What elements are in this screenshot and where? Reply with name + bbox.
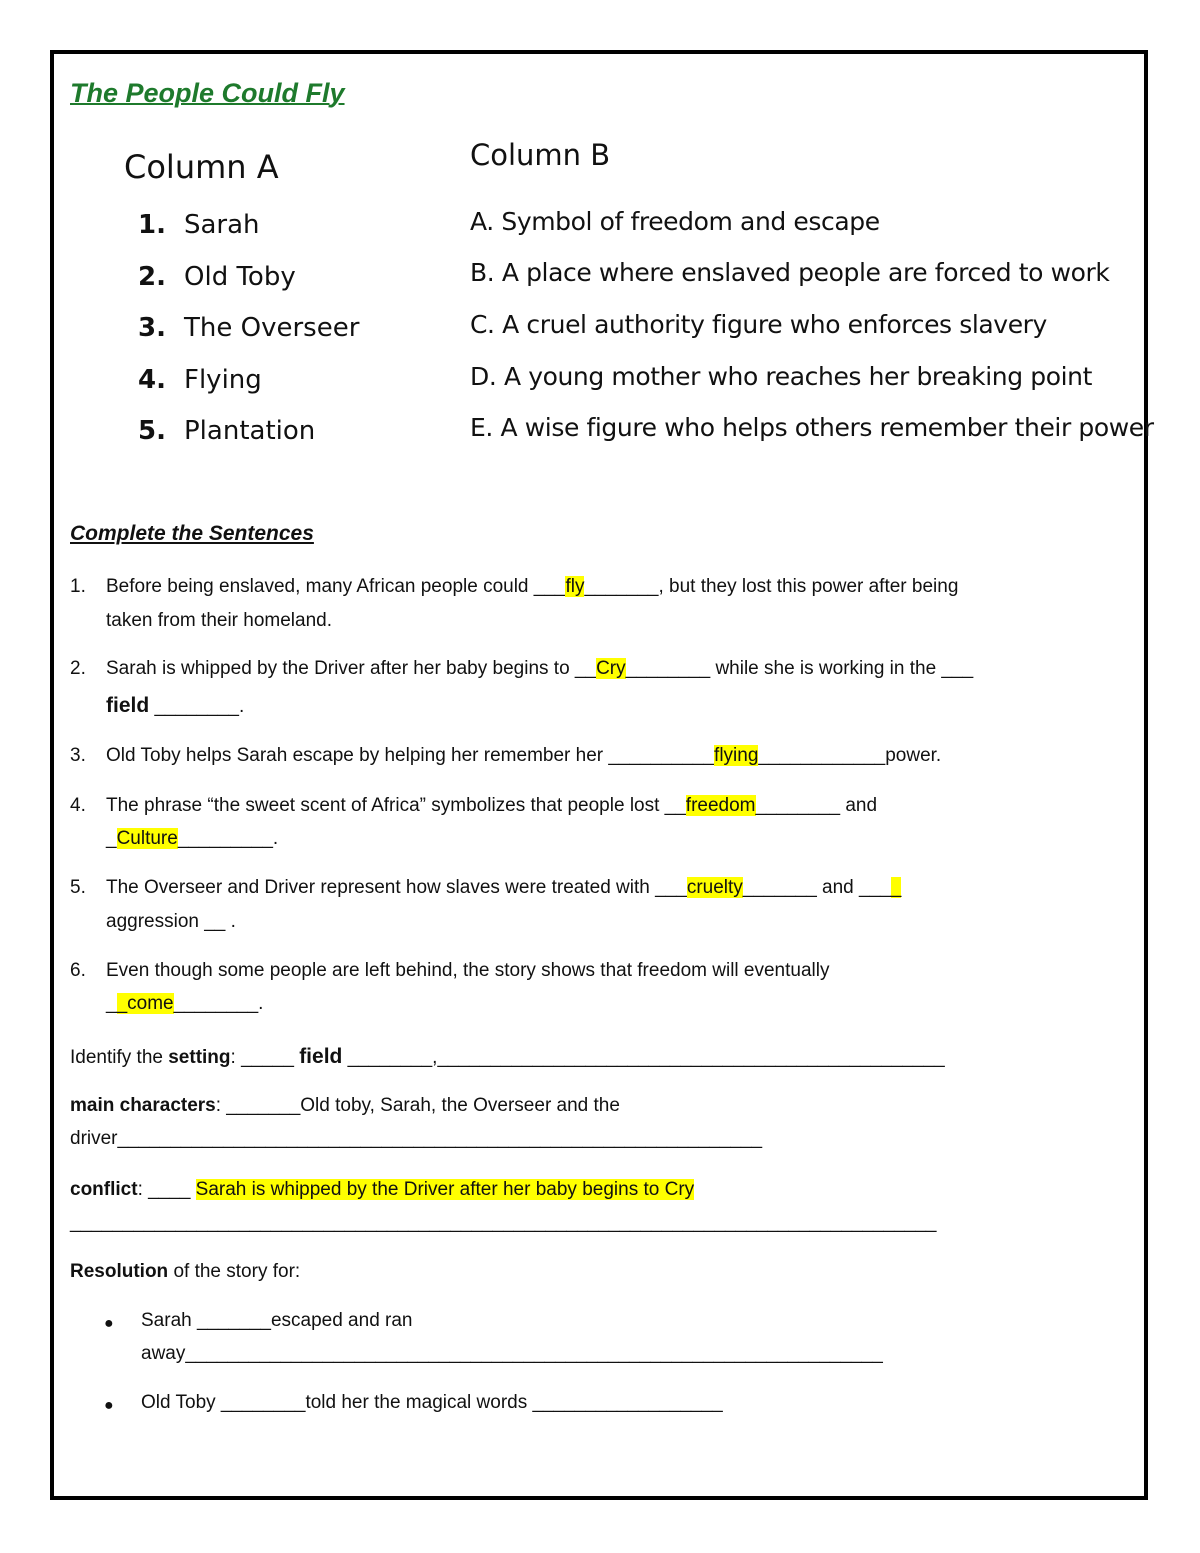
answer-highlight: flying [714, 745, 759, 766]
answer-highlight: cruelty [686, 877, 743, 898]
answer-highlight: _ [890, 877, 902, 898]
worksheet-title: The People Could Fly [70, 78, 345, 108]
answer-highlight: Sarah is whipped by the Driver after her baby begins to Cry [195, 1179, 695, 1200]
column-b-item: C. A cruel authority figure who enforces slavery [470, 310, 1047, 339]
column-b-item: D. A young mother who reaches her breaking point [470, 362, 1092, 391]
answer-highlight: Cry [596, 658, 626, 679]
column-a-item: 5. Plantation [138, 416, 316, 446]
column-a-item: 2. Old Toby [138, 262, 296, 292]
main-characters-line: main characters: _______Old toby, Sarah, the Overseer and the [70, 1095, 620, 1116]
setting-line: Identify the setting: _____ field ________,________________________________________________ [70, 1045, 945, 1068]
resolution-old-toby: Old Toby ________told her the magical words __________________ [141, 1392, 723, 1413]
column-b-item: E. A wise figure who helps others remember their power [470, 413, 1154, 442]
answer-highlight: _come [116, 993, 174, 1014]
sentence-1: 1. Before being enslaved, many African people could ___fly_______, but they lost this power after being [70, 576, 959, 597]
sentence-5-continued: aggression __ . [106, 911, 236, 932]
answer-highlight: freedom [685, 795, 756, 816]
sentence-6: 6. Even though some people are left behind, the story shows that freedom will eventually [70, 960, 830, 981]
resolution-sarah: Sarah _______escaped and ran [141, 1310, 413, 1331]
column-a-heading: Column A [124, 148, 279, 186]
main-characters-line-2: driver_____________________________________________________________ [70, 1128, 763, 1149]
resolution-heading: Resolution of the story for: [70, 1261, 301, 1282]
sentence-2: 2. Sarah is whipped by the Driver after her baby begins to __Cry________ while she is working in the ___ [70, 658, 974, 679]
sentence-3: 3. Old Toby helps Sarah escape by helping her remember her __________flying____________power. [70, 745, 942, 766]
bullet-icon: ● [104, 1315, 114, 1332]
bullet-icon: ● [104, 1397, 114, 1414]
sentence-6-continued: __come________. [106, 993, 264, 1014]
sentence-5: 5. The Overseer and Driver represent how slaves were treated with ___cruelty_______ and ____ [70, 877, 902, 898]
column-b-item: B. A place where enslaved people are forced to work [470, 258, 1110, 287]
conflict-line-2: __________________________________________________________________________________ [70, 1212, 937, 1233]
column-a-item: 3. The Overseer [138, 313, 360, 343]
column-b-heading: Column B [470, 138, 611, 172]
column-a-item: 1. Sarah [138, 210, 260, 240]
conflict-line: conflict: ____ Sarah is whipped by the Driver after her baby begins to Cry [70, 1179, 695, 1200]
complete-sentences-heading: Complete the Sentences [70, 522, 314, 545]
answer-highlight: fly [565, 576, 585, 597]
sentence-4-continued: _Culture_________. [106, 828, 279, 849]
sentence-1-continued: taken from their homeland. [106, 610, 333, 631]
column-a-item: 4. Flying [138, 365, 262, 395]
answer-highlight: Culture [116, 828, 178, 849]
resolution-sarah-continued: away__________________________________________________________________ [141, 1343, 883, 1364]
sentence-2-continued: field ________. [106, 694, 245, 717]
sentence-4: 4. The phrase “the sweet scent of Africa” symbolizes that people lost __freedom________ and [70, 795, 878, 816]
column-b-item: A. Symbol of freedom and escape [470, 207, 880, 236]
